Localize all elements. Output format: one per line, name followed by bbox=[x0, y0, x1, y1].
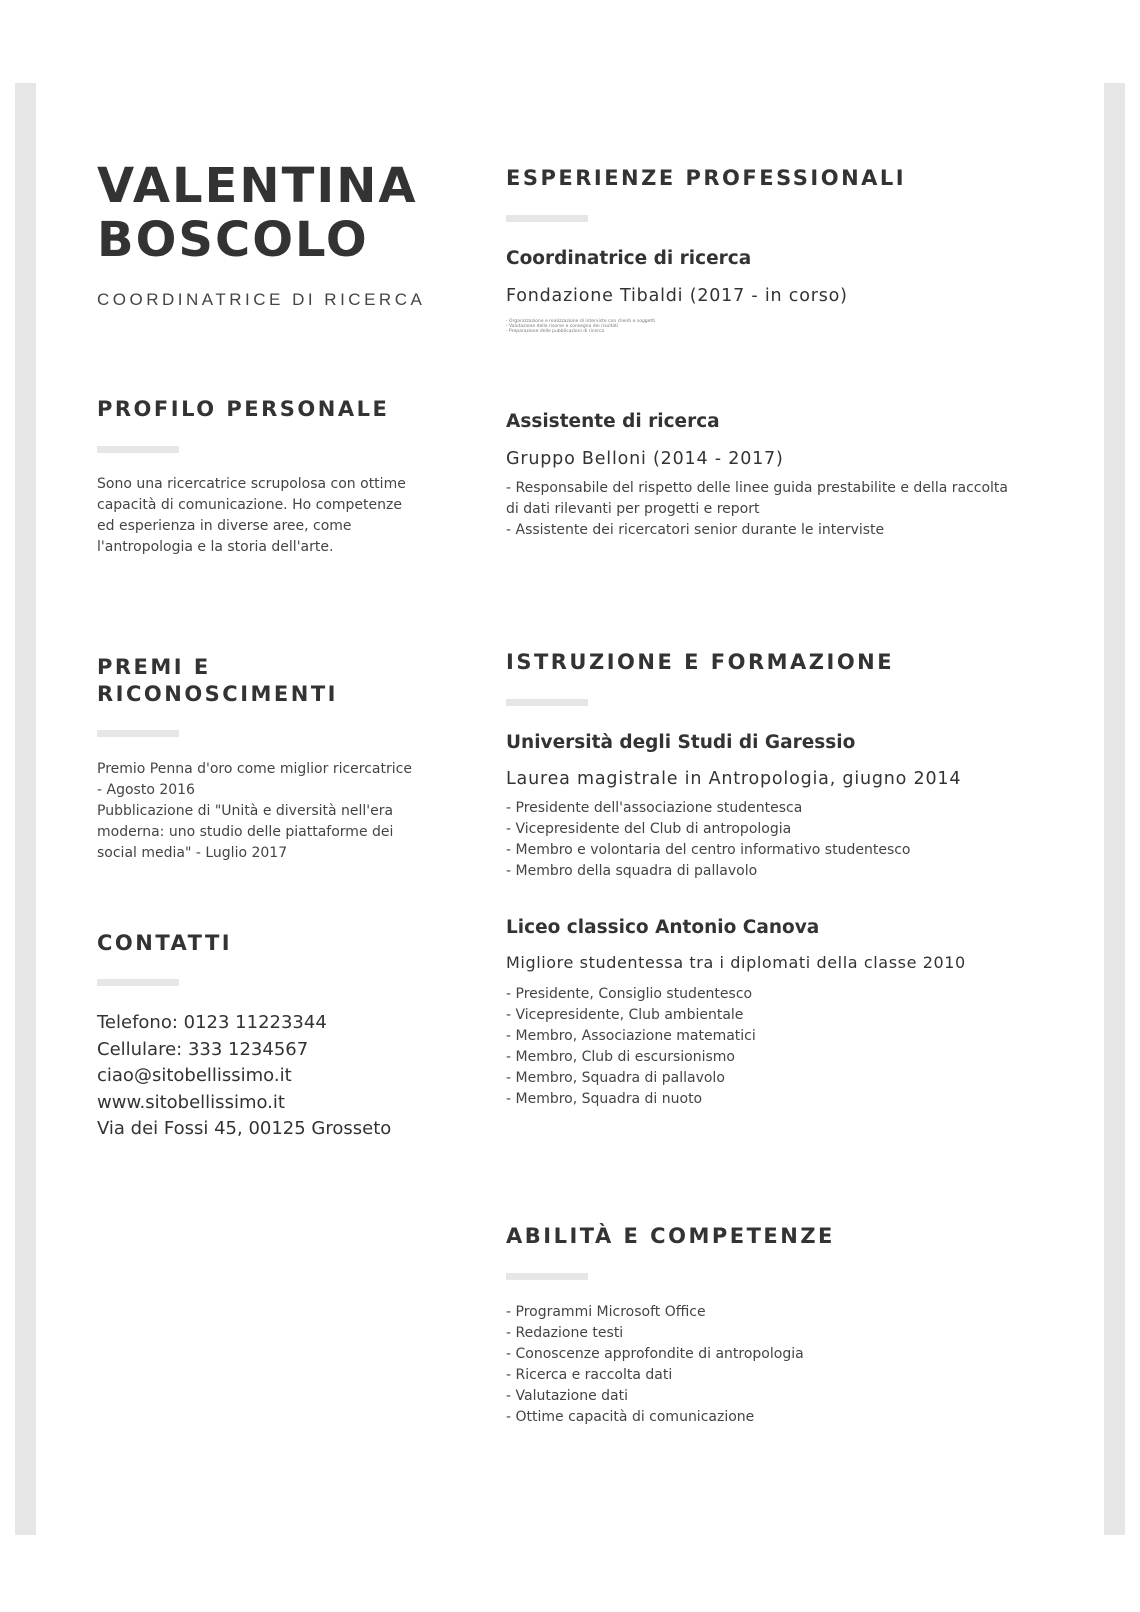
experience-title: ESPERIENZE PROFESSIONALI bbox=[506, 166, 907, 190]
school-degree: Laurea magistrale in Antropologia, giugno 2014 bbox=[506, 769, 962, 789]
skill-item: - Programmi Microsoft Office bbox=[506, 1304, 706, 1320]
last-name: BOSCOLO bbox=[97, 212, 369, 268]
school-detail-line: - Membro, Squadra di pallavolo bbox=[506, 1070, 725, 1086]
school-name: Università degli Studi di Garessio bbox=[506, 732, 856, 753]
awards-line: moderna: uno studio delle piattaforme dei bbox=[97, 824, 394, 840]
school-detail-line: - Vicepresidente del Club di antropologia bbox=[506, 821, 792, 837]
skill-item: - Conoscenze approfondite di antropologia bbox=[506, 1346, 804, 1362]
job-title: COORDINATRICE DI RICERCA bbox=[97, 290, 426, 309]
school-details bbox=[506, 798, 1066, 882]
school-degree: Migliore studentessa tra i diplomati della classe 2010 bbox=[506, 953, 966, 972]
awards-title-line: RICONOSCIMENTI bbox=[97, 682, 338, 706]
skills-rule bbox=[506, 1273, 588, 1280]
job-detail-line: - Responsabile del rispetto delle linee guida prestabilite e della raccolta bbox=[506, 480, 1008, 496]
contacts-list bbox=[97, 1010, 477, 1143]
contact-mobile[interactable]: Cellulare: 333 1234567 bbox=[97, 1038, 309, 1060]
job-company: Fondazione Tibaldi (2017 - in corso) bbox=[506, 286, 848, 306]
skill-item: - Redazione testi bbox=[506, 1325, 624, 1341]
contact-website[interactable]: www.sitobellissimo.it bbox=[97, 1091, 285, 1113]
skill-item: - Ricerca e raccolta dati bbox=[506, 1367, 673, 1383]
skills-title: ABILITÀ E COMPETENZE bbox=[506, 1224, 835, 1248]
job-details bbox=[506, 319, 1066, 334]
awards-line: Pubblicazione di "Unità e diversità nell'era bbox=[97, 803, 394, 819]
school-detail-line: - Membro, Squadra di nuoto bbox=[506, 1091, 703, 1107]
profile-rule bbox=[97, 446, 179, 453]
profile-title: PROFILO PERSONALE bbox=[97, 397, 390, 421]
awards-title-line: PREMI E bbox=[97, 655, 211, 679]
skill-item: - Valutazione dati bbox=[506, 1388, 628, 1404]
first-name: VALENTINA bbox=[97, 158, 418, 214]
school-details bbox=[506, 984, 1066, 1110]
job-detail-line: - Valutazione delle risorse e consegna dei risultati bbox=[506, 324, 619, 329]
job-details bbox=[506, 478, 1076, 541]
awards-rule bbox=[97, 730, 179, 737]
awards-line: Premio Penna d'oro come miglior ricercatrice bbox=[97, 761, 412, 777]
contacts-rule bbox=[97, 979, 179, 986]
contact-address: Via dei Fossi 45, 00125 Grosseto bbox=[97, 1118, 392, 1139]
awards-title bbox=[97, 654, 457, 708]
experience-rule bbox=[506, 215, 588, 222]
right-decorative-bar bbox=[1104, 83, 1125, 1535]
profile-line: capacità di comunicazione. Ho competenze bbox=[97, 497, 402, 513]
education-title: ISTRUZIONE E FORMAZIONE bbox=[506, 650, 895, 674]
education-rule bbox=[506, 699, 588, 706]
school-name: Liceo classico Antonio Canova bbox=[506, 917, 820, 938]
school-detail-line: - Presidente, Consiglio studentesco bbox=[506, 986, 753, 1002]
job-company: Gruppo Belloni (2014 - 2017) bbox=[506, 449, 784, 469]
skill-item: - Ottime capacità di comunicazione bbox=[506, 1409, 755, 1425]
profile-line: Sono una ricercatrice scrupolosa con ottime bbox=[97, 476, 406, 492]
job-role: Coordinatrice di ricerca bbox=[506, 248, 752, 269]
job-detail-line: - Assistente dei ricercatori senior durante le interviste bbox=[506, 522, 885, 538]
profile-line: l'antropologia e la storia dell'arte. bbox=[97, 539, 334, 555]
awards-line: social media" - Luglio 2017 bbox=[97, 845, 288, 861]
job-role: Assistente di ricerca bbox=[506, 411, 720, 432]
profile-text bbox=[97, 474, 477, 558]
contacts-title: CONTATTI bbox=[97, 931, 233, 955]
awards-line: - Agosto 2016 bbox=[97, 782, 195, 798]
awards-text bbox=[97, 759, 477, 864]
left-decorative-bar bbox=[15, 83, 36, 1535]
job-detail-line: - Preparazione delle pubblicazioni di ricerca bbox=[506, 329, 605, 334]
school-detail-line: - Membro e volontaria del centro informativo studentesco bbox=[506, 842, 911, 858]
skills-list bbox=[506, 1302, 1066, 1428]
profile-line: ed esperienza in diverse aree, come bbox=[97, 518, 352, 534]
school-detail-line: - Membro della squadra di pallavolo bbox=[506, 863, 758, 879]
school-detail-line: - Vicepresidente, Club ambientale bbox=[506, 1007, 744, 1023]
job-detail-line: di dati rilevanti per progetti e report bbox=[506, 501, 760, 517]
job-detail-line: - Organizzazione e realizzazione di interviste con clienti e soggetti bbox=[506, 319, 656, 324]
school-detail-line: - Presidente dell'associazione studentesca bbox=[506, 800, 803, 816]
school-detail-line: - Membro, Associazione matematici bbox=[506, 1028, 756, 1044]
contact-email[interactable]: ciao@sitobellissimo.it bbox=[97, 1065, 292, 1086]
school-detail-line: - Membro, Club di escursionismo bbox=[506, 1049, 735, 1065]
contact-phone[interactable]: Telefono: 0123 11223344 bbox=[97, 1012, 327, 1033]
